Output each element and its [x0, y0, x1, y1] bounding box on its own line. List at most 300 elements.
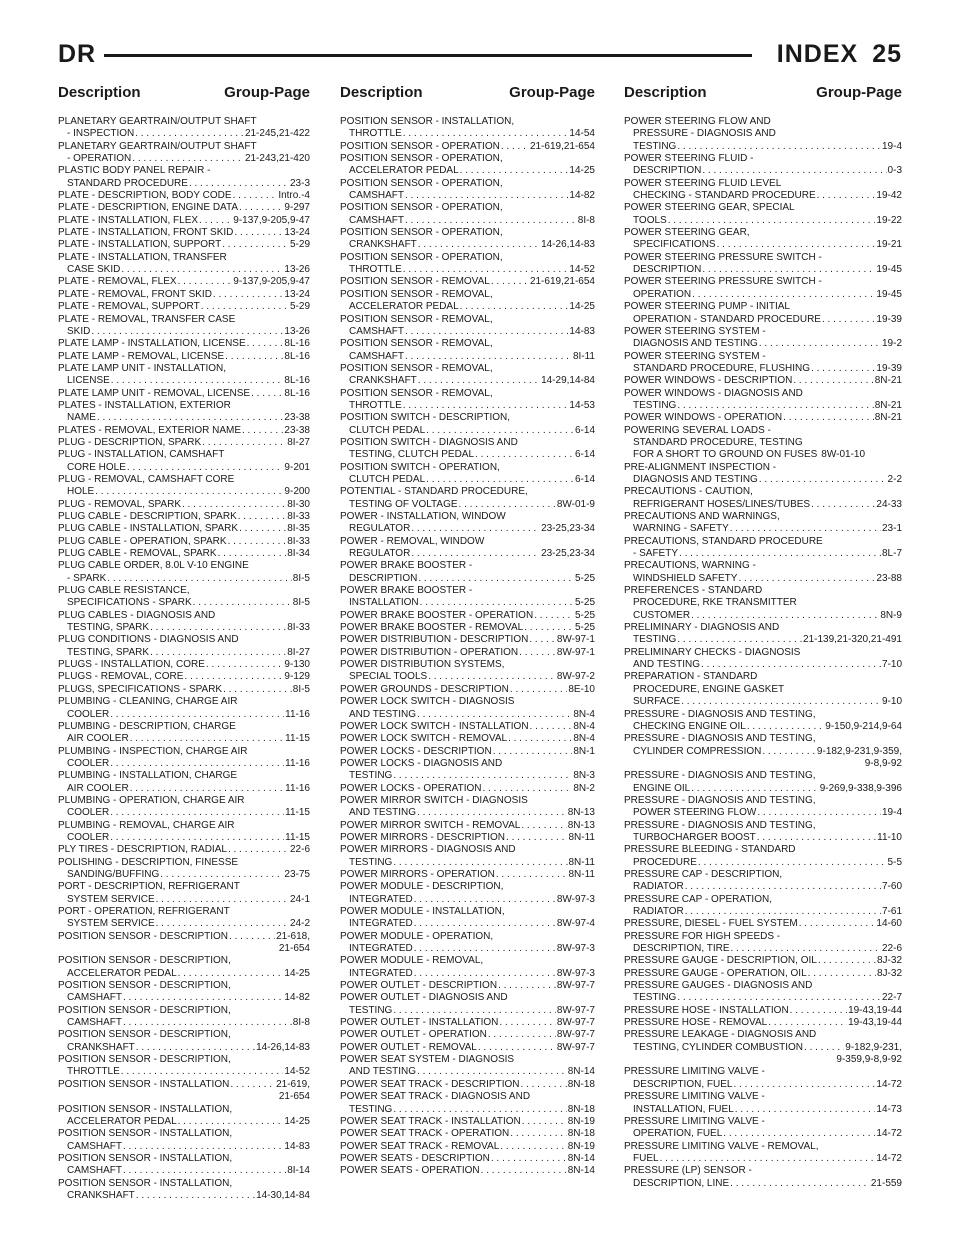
index-entry — [58, 239, 310, 251]
entry-text: INSTALLATION, FUEL — [633, 1103, 734, 1115]
index-entry — [624, 585, 902, 622]
entry-leader-row — [58, 388, 310, 400]
entry-text: DESCRIPTION — [633, 264, 702, 276]
index-entry — [340, 560, 595, 585]
entry-text: POSITION SENSOR - INSTALLATION, — [58, 1103, 233, 1115]
dot-leader — [123, 1017, 292, 1029]
entry-page-ref: 8N-19 — [567, 1140, 595, 1152]
dot-leader — [818, 955, 876, 967]
entry-leader-row — [58, 338, 310, 350]
index-entry — [340, 486, 595, 511]
entry-text: PLANETARY GEARTRAIN/OUTPUT SHAFT — [58, 116, 257, 127]
entry-text: TURBOCHARGER BOOST — [633, 831, 756, 843]
entry-text: POSITION SENSOR - INSTALLATION — [58, 1078, 230, 1090]
dot-leader — [393, 857, 567, 869]
entry-text: PLUMBING - INSTALLATION, CHARGE — [58, 770, 238, 782]
entry-text: POWER WINDOWS - OPERATION — [624, 412, 783, 424]
dot-leader — [475, 449, 574, 461]
entry-page-ref: 8J-32 — [876, 967, 902, 979]
entry-page-ref: 11-15 — [285, 807, 310, 819]
entry-leader-row — [340, 671, 595, 683]
dot-leader — [522, 1116, 567, 1128]
entry-text: POSITION SENSOR - OPERATION, — [340, 177, 503, 189]
entry-page-ref: 11-10 — [877, 831, 902, 843]
entry-leader-row — [58, 289, 310, 301]
index-entry — [58, 795, 310, 820]
entry-page-ref: 8N-4 — [573, 733, 595, 745]
entry-page-ref: 5-29 — [289, 239, 310, 251]
entry-text: CRANKSHAFT — [349, 375, 417, 387]
index-entry — [58, 610, 310, 635]
entry-page-ref: 8I-27 — [287, 646, 310, 658]
dot-leader — [417, 807, 567, 819]
entry-text: PRESSURE - DIAGNOSIS AND TESTING, — [624, 708, 816, 720]
dot-leader — [213, 289, 284, 301]
entry-leader-row — [58, 1066, 310, 1078]
entry-text: POWER STEERING SYSTEM - — [624, 325, 766, 337]
index-entry — [58, 165, 310, 190]
index-entry — [624, 671, 902, 708]
index-entry — [340, 622, 595, 634]
entry-leader-row — [58, 412, 310, 424]
dot-leader — [130, 733, 284, 745]
entry-leader-row — [58, 894, 310, 906]
index-entry — [340, 721, 595, 733]
entry-text: PLUMBING - DESCRIPTION, CHARGE — [58, 720, 236, 732]
dot-leader — [201, 301, 289, 313]
index-entry — [624, 820, 902, 845]
index-entry — [340, 437, 595, 462]
dot-leader — [411, 523, 540, 535]
dot-leader — [660, 1153, 876, 1165]
entry-leader-row — [58, 832, 310, 844]
entry-page-ref: 11-15 — [285, 733, 310, 745]
dot-leader — [132, 153, 244, 165]
dot-leader — [418, 239, 540, 251]
index-entry — [624, 869, 902, 894]
dot-leader — [730, 523, 881, 535]
entry-page-ref: 8N-11 — [568, 868, 595, 880]
index-entry — [58, 671, 310, 683]
entry-leader-row — [340, 894, 595, 906]
entry-text: POWER SEAT TRACK - DESCRIPTION — [340, 1078, 520, 1090]
index-entry — [340, 746, 595, 758]
entry-page-ref: 23-1 — [881, 523, 902, 535]
dot-leader — [499, 1017, 555, 1029]
entry-page-ref: 8N-18 — [567, 1103, 595, 1115]
dot-leader — [702, 264, 875, 276]
dot-leader — [239, 202, 283, 214]
entry-page-ref: 14-82 — [569, 190, 595, 202]
entry-page-ref: 8W-01-10 — [821, 449, 866, 461]
entry-leader-row — [624, 215, 902, 227]
entry-page-ref: 0-3 — [887, 165, 902, 177]
dot-leader — [107, 573, 291, 585]
entry-text: PLUMBING - INSPECTION, CHARGE AIR — [58, 745, 248, 757]
entry-text: POTENTIAL - STANDARD PROCEDURE, — [340, 486, 528, 498]
entry-page-ref: 22-6 — [289, 844, 310, 856]
entry-text: PROCEDURE — [633, 856, 697, 868]
entry-text: PRESSURE FOR HIGH SPEEDS - — [624, 930, 781, 942]
entry-text: PRESSURE CAP - DESCRIPTION, — [624, 868, 783, 880]
entry-page-ref: 8N-19 — [567, 1115, 595, 1127]
entry-leader-row — [58, 227, 310, 239]
entry-page-ref: 19-42 — [876, 190, 902, 202]
entry-leader-row — [58, 684, 310, 696]
dot-leader — [225, 351, 283, 363]
entry-page-ref: 8I-5 — [292, 683, 310, 695]
entry-leader-row — [624, 363, 902, 375]
dot-leader — [500, 1141, 566, 1153]
entry-text: POWER WINDOWS - DIAGNOSIS AND — [624, 387, 803, 399]
dot-leader — [799, 918, 876, 930]
entry-leader-row — [340, 276, 595, 288]
entry-page-ref: 6-14 — [574, 473, 595, 485]
dot-leader — [488, 1029, 556, 1041]
entry-page-ref: 8N-13 — [567, 819, 595, 831]
dot-leader — [698, 857, 887, 869]
entry-leader-row — [340, 1153, 595, 1165]
entry-leader-row — [340, 128, 595, 140]
entry-leader-row — [340, 783, 595, 795]
index-entry — [340, 1141, 595, 1153]
entry-text: PLUGS - INSTALLATION, CORE — [58, 659, 205, 671]
entry-page-ref: 5-5 — [887, 856, 902, 868]
entry-text: TESTING — [633, 399, 677, 411]
entry-page-ref: 23-38 — [284, 412, 310, 424]
entry-text: TOOLS — [633, 214, 667, 226]
entry-text: POSITION SENSOR - INSTALLATION, — [58, 1152, 233, 1164]
entry-text: POSITION SWITCH - DESCRIPTION, — [340, 412, 511, 424]
index-entry — [58, 252, 310, 277]
entry-text: PLUG CABLES - DIAGNOSIS AND — [58, 609, 216, 621]
entry-text: POSITION SENSOR - REMOVAL, — [340, 387, 493, 399]
entry-page-ref: 24-2 — [289, 918, 310, 930]
index-entry — [58, 301, 310, 313]
entry-page-ref: 19-45 — [876, 264, 902, 276]
entry-text: POSITION SENSOR - DESCRIPTION — [58, 930, 229, 942]
entry-text: PLUMBING - REMOVAL, CHARGE AIR — [58, 819, 235, 831]
entry-leader-row — [58, 215, 310, 227]
dot-leader — [759, 474, 887, 486]
entry-page-ref: 9-130 — [284, 659, 310, 671]
entry-leader-row — [58, 1017, 310, 1029]
dot-leader — [808, 968, 876, 980]
entry-text: OPERATION, FUEL — [633, 1128, 723, 1140]
entry-leader-row — [58, 709, 310, 721]
dot-leader — [685, 881, 881, 893]
entry-text: PRECAUTIONS, WARNING - — [624, 560, 756, 572]
entry-page-ref: 8N-18 — [567, 1078, 595, 1090]
entry-leader-row — [58, 1190, 310, 1202]
entry-page-ref: 9-269,9-338,9-396 — [819, 782, 902, 794]
entry-leader-row — [624, 943, 902, 955]
index-entry — [624, 795, 902, 820]
entry-text: POWER OUTLET - DIAGNOSIS AND — [340, 992, 508, 1004]
index-entry — [58, 400, 310, 425]
entry-text: PRESSURE LIMITING VALVE - REMOVAL, — [624, 1140, 819, 1152]
entry-page-ref: 8E-10 — [568, 683, 595, 695]
index-entry — [340, 955, 595, 980]
entry-leader-row — [58, 375, 310, 387]
entry-text: SPECIFICATIONS - SPARK — [67, 597, 192, 609]
entry-text: CAMSHAFT — [349, 350, 404, 362]
entry-text: PLATE LAMP - REMOVAL, LICENSE — [58, 350, 225, 362]
dot-leader — [677, 141, 881, 153]
entry-leader-row — [340, 709, 595, 721]
dot-leader — [501, 141, 529, 153]
entry-page-ref: 9-297 — [284, 202, 310, 214]
dot-leader — [498, 980, 556, 992]
entry-text: PRESSURE CAP - OPERATION, — [624, 893, 772, 905]
index-entry — [624, 647, 902, 672]
entry-leader-row — [58, 462, 310, 474]
entry-text: POWER STEERING GEAR, SPECIAL — [624, 202, 795, 214]
entry-page-ref: 2-2 — [887, 473, 902, 485]
entry-page-ref: 14-53 — [569, 399, 595, 411]
dot-leader — [121, 1066, 284, 1078]
entry-page-ref: 8N-4 — [573, 720, 595, 732]
entry-leader-row — [58, 992, 310, 1004]
column-header-description: Description — [624, 84, 707, 101]
entry-text: PRESSURE GAUGE - OPERATION, OIL — [624, 967, 807, 979]
entry-text: TESTING — [349, 856, 393, 868]
entry-text: COOLER — [67, 807, 110, 819]
index-entry — [58, 857, 310, 882]
index-entry — [58, 388, 310, 400]
entry-leader-row — [624, 634, 902, 646]
dot-leader — [768, 1017, 847, 1029]
dot-leader — [520, 1079, 566, 1091]
entry-text: POWER BRAKE BOOSTER - — [340, 560, 473, 572]
index-entry — [624, 1017, 902, 1029]
entry-page-ref: 21-245,21-422 — [244, 128, 310, 140]
dot-leader — [529, 634, 555, 646]
index-entry — [624, 918, 902, 930]
dot-leader — [127, 462, 284, 474]
entry-text: PLUG - REMOVAL, SPARK — [58, 498, 181, 510]
entry-text: CHECKING ENGINE OIL — [633, 720, 746, 732]
dot-leader — [428, 671, 556, 683]
entry-leader-row — [58, 758, 310, 770]
entry-leader-row — [624, 807, 902, 819]
entry-text: PRESSURE - DIAGNOSIS AND TESTING, — [624, 794, 816, 806]
entry-text: DESCRIPTION — [349, 572, 418, 584]
entry-text: - SPARK — [67, 572, 107, 584]
entry-page-ref: 9-150,9-214,9-64 — [825, 720, 902, 732]
entry-text: PLATE LAMP UNIT - REMOVAL, LICENSE — [58, 387, 251, 399]
entry-leader-row — [624, 499, 902, 511]
entry-leader-row — [340, 1029, 595, 1041]
index-entry — [624, 351, 902, 376]
entry-text: POWER OUTLET - DESCRIPTION — [340, 980, 498, 992]
entry-leader-row — [340, 375, 595, 387]
entry-leader-row — [624, 968, 902, 980]
dot-leader — [510, 1128, 566, 1140]
entry-text: PLUMBING - OPERATION, CHARGE AIR — [58, 794, 245, 806]
entry-page-ref: 5-25 — [574, 609, 595, 621]
dot-leader — [521, 820, 566, 832]
entry-page-ref: 8N-4 — [573, 708, 595, 720]
entry-text: POWER OUTLET - OPERATION — [340, 1029, 487, 1041]
header-rule — [104, 54, 752, 57]
dot-leader — [403, 400, 569, 412]
index-entry — [58, 844, 310, 856]
entry-text: DESCRIPTION, LINE — [633, 1177, 730, 1189]
index-entry — [340, 634, 595, 646]
entry-page-ref: 8L-16 — [284, 375, 310, 387]
entry-page-ref: 8I-34 — [287, 548, 310, 560]
entry-text: TESTING — [349, 1004, 393, 1016]
dot-leader — [747, 721, 824, 733]
entry-leader-row — [58, 647, 310, 659]
entry-text: PLUG CABLE - DESCRIPTION, SPARK — [58, 511, 237, 522]
index-entry — [624, 412, 902, 424]
entry-text: PRESSURE - DIAGNOSIS AND — [633, 128, 776, 140]
index-entry — [624, 1005, 902, 1017]
entry-text: COOLER — [67, 757, 110, 769]
index-entry — [624, 560, 902, 585]
entry-text: POWER BRAKE BOOSTER - REMOVAL — [340, 622, 524, 634]
dot-leader — [405, 351, 572, 363]
dot-leader — [493, 746, 573, 758]
entry-page-ref: 8L-7 — [881, 548, 902, 560]
entry-leader-row — [58, 844, 310, 856]
index-entry — [624, 202, 902, 227]
entry-text: POWER STEERING FLUID LEVEL — [624, 177, 782, 189]
entry-text: TESTING, SPARK — [67, 646, 150, 658]
entry-text: PLATE - INSTALLATION, FLEX — [58, 214, 199, 226]
entry-leader-row — [58, 968, 310, 980]
index-entry — [340, 1128, 595, 1140]
entry-leader-row — [340, 1017, 595, 1029]
entry-leader-row — [624, 721, 902, 733]
entry-text: POSITION SENSOR - OPERATION — [340, 140, 500, 152]
entry-leader-row — [340, 573, 595, 585]
entry-text: POWER DISTRIBUTION - OPERATION — [340, 646, 519, 658]
index-entry — [340, 227, 595, 252]
entry-text: CAMSHAFT — [67, 1140, 122, 1152]
entry-text: POWER MIRRORS - OPERATION — [340, 868, 495, 880]
entry-text: POWER - REMOVAL, WINDOW — [340, 535, 485, 547]
entry-page-ref: 7-60 — [881, 881, 902, 893]
entry-text: POWER OUTLET - REMOVAL — [340, 1041, 477, 1053]
dot-leader — [233, 190, 278, 202]
index-entry — [58, 1029, 310, 1054]
entry-leader-row — [624, 918, 902, 930]
entry-page-ref: 11-16 — [285, 757, 310, 769]
entry-page-ref: 8W-97-1 — [556, 634, 595, 646]
index-entry — [340, 1042, 595, 1054]
dot-leader — [524, 622, 574, 634]
index-entry — [340, 1116, 595, 1128]
entry-leader-row — [340, 684, 595, 696]
entry-page-ref: 14-52 — [284, 1066, 310, 1078]
entry-page-ref: 5-29 — [289, 301, 310, 313]
entry-text: PLUG - REMOVAL, CAMSHAFT CORE — [58, 473, 235, 485]
dot-leader — [218, 548, 287, 560]
entry-text: PLATE - INSTALLATION, FRONT SKID — [58, 227, 234, 239]
entry-text: POWER LOCK SWITCH - DIAGNOSIS — [340, 696, 515, 708]
dot-leader — [123, 1141, 283, 1153]
entry-text: INTEGRATED — [349, 967, 413, 979]
entry-text: POSITION SENSOR - DESCRIPTION, — [58, 980, 231, 992]
entry-leader-row — [58, 1079, 310, 1091]
entry-text: POWER STEERING PUMP - INITIAL — [624, 301, 790, 313]
entry-page-ref: 9-10 — [881, 696, 902, 708]
entry-text: WARNING - SAFETY — [633, 523, 729, 535]
entry-leader-row — [624, 906, 902, 918]
entry-text: POWER STEERING FLOW — [633, 807, 757, 819]
dot-leader — [414, 968, 556, 980]
entry-leader-row — [58, 733, 310, 745]
entry-leader-row — [340, 770, 595, 782]
index-entry — [340, 511, 595, 536]
entry-leader-row — [58, 573, 310, 585]
index-entry — [58, 820, 310, 845]
entry-page-ref: 8L-16 — [284, 350, 310, 362]
index-entry — [624, 622, 902, 647]
entry-text: POWER MODULE - OPERATION, — [340, 930, 494, 942]
entry-leader-row — [624, 659, 902, 671]
entry-leader-row — [624, 573, 902, 585]
entry-text: INTEGRATED — [349, 893, 413, 905]
entry-text: COOLER — [67, 831, 110, 843]
entry-text: POWER MODULE - DESCRIPTION, — [340, 881, 504, 893]
index-entry — [58, 425, 310, 437]
entry-leader-row — [624, 857, 902, 869]
dot-leader — [110, 709, 284, 721]
index-entry — [58, 548, 310, 560]
entry-leader-row — [340, 548, 595, 560]
dot-leader — [95, 486, 283, 498]
dot-leader — [156, 894, 289, 906]
entry-text: CAMSHAFT — [67, 992, 122, 1004]
entry-text: LICENSE — [67, 375, 110, 387]
entry-text: DIAGNOSIS AND TESTING — [633, 473, 758, 485]
dot-leader — [783, 412, 874, 424]
entry-page-ref-continued: 21-654 — [278, 943, 310, 955]
dot-leader — [123, 1165, 286, 1177]
entry-text: STANDARD PROCEDURE, FLUSHING — [633, 362, 811, 374]
dot-leader — [418, 375, 540, 387]
index-entry — [340, 202, 595, 227]
entry-text: PRESSURE (LP) SENSOR - — [624, 1165, 752, 1177]
entry-text: POWER MODULE - REMOVAL, — [340, 955, 484, 967]
entry-page-ref: 14-54 — [569, 128, 595, 140]
entry-text: PLASTIC BODY PANEL REPAIR - — [58, 165, 211, 177]
entry-text: PRECAUTIONS AND WARNINGS, — [624, 511, 780, 522]
dot-leader — [111, 375, 284, 387]
entry-page-ref: 21-618, — [276, 930, 310, 942]
entry-leader-row — [624, 881, 902, 893]
dot-leader — [677, 634, 802, 646]
dot-leader — [491, 276, 529, 288]
dot-leader — [202, 437, 286, 449]
index-entry — [58, 770, 310, 795]
entry-text: CAMSHAFT — [67, 1165, 122, 1177]
entry-text: POWER LOCKS - OPERATION — [340, 782, 482, 794]
entry-leader-row — [624, 1005, 902, 1017]
entry-text: POWER SEAT TRACK - REMOVAL — [340, 1140, 500, 1152]
dot-leader — [234, 227, 283, 239]
entry-text: TESTING — [633, 992, 677, 1004]
entry-text: AND TESTING — [633, 659, 701, 671]
index-entry — [340, 1153, 595, 1165]
entry-text: PORT - OPERATION, REFRIGERANT — [58, 906, 230, 917]
entry-leader-row — [58, 523, 310, 535]
entry-text: PRESSURE LIMITING VALVE - — [624, 1115, 765, 1127]
